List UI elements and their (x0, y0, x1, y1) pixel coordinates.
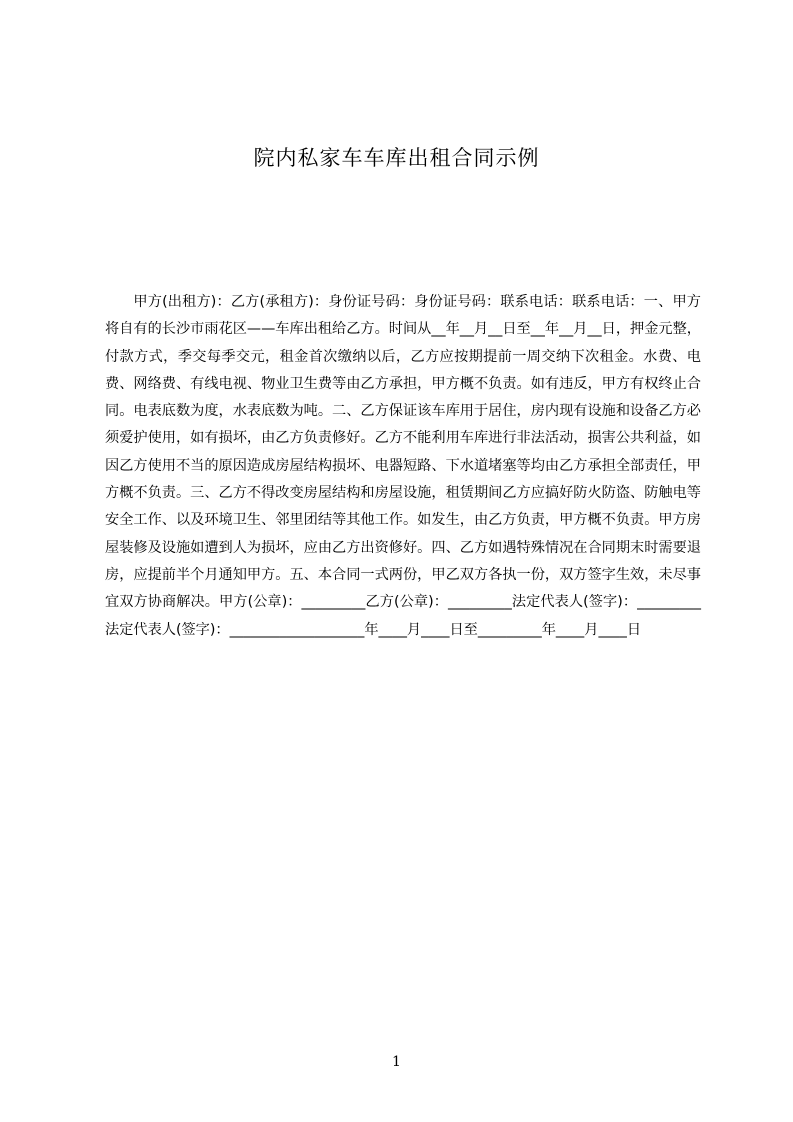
document-title: 院内私家车车库出租合同示例 (253, 146, 540, 170)
page-number: 1 (392, 1054, 401, 1070)
contract-body-text: 甲方(出租方)：乙方(承租方)：身份证号码：身份证号码：联系电话：联系电话：一、甲方将自有的长沙市雨花区——车库出租给乙方。时间从__年__月__日至__年__月__日，押金元整，付款方式，季交每季交元，租金首次缴纳以后，乙方应按期提前一周交纳下次租金。水费、电费、网络费、有线电视、物业卫生费等由乙方承担，甲方概不负责。如有违反，甲方有权终止合同。电表底数为度，水表底数为吨。二、乙方保证该车库用于居住，房内现有设施和设备乙方必须爱护使用，如有损坏，由乙方负责修好。乙方不能利用车库进行非法活动，损害公共利益，如因乙方使用不当的原因造成房屋结构损坏、电器短路、下水道堵塞等均由乙方承担全部责任，甲方概不负责。三、乙方不得改变房屋结构和房屋设施，租赁期间乙方应搞好防火防盗、防触电等安全工作、以及环境卫生、邻里团结等其他工作。如发生，由乙方负责，甲方概不负责。甲方房屋装修及设施如遭到人为损坏，应由乙方出资修好。四、乙方如遇特殊情况在合同期末时需要退房，应提前半个月通知甲方。五、本合同一式两份，甲乙双方各执一份，双方签字生效，未尽事宜双方协商解决。甲方(公章)：_________乙方(公章)：_________法定代表人(签字)：_________法定代表人(签字)：___________________年____月____日至_________年____月____日 (105, 294, 701, 638)
